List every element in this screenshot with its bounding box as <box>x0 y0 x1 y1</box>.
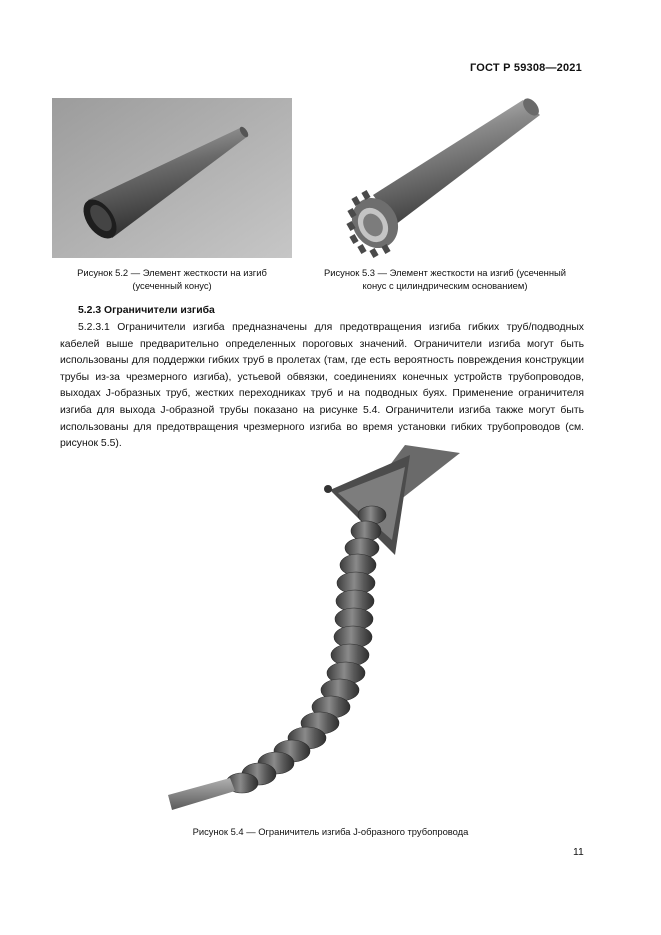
caption-line: Рисунок 5.2 — Элемент жесткости на изгиб <box>77 267 267 278</box>
figure-5-4-image <box>160 445 480 820</box>
caption-line: (усеченный конус) <box>132 280 212 291</box>
page-number: 11 <box>573 847 584 858</box>
figure-5-2-caption <box>52 266 292 292</box>
caption-line: конус с цилиндрическим основанием) <box>362 280 528 291</box>
figure-5-3-caption <box>310 266 580 292</box>
figure-5-4-caption: Рисунок 5.4 — Ограничитель изгиба J-образного трубопровода <box>192 826 469 837</box>
figure-5-2-image <box>52 98 292 258</box>
standard-number: ГОСТ Р 59308—2021 <box>470 62 582 74</box>
figure-5-3-image <box>335 95 565 260</box>
section-paragraph: 5.2.3.1 Ограничители изгиба предназначены для предотвращения изгиба гибких труб/подводных кабелей выше предварительно определенных пороговых значений. Ограничители изгиба могут быть использованы для поддержки гибких труб в пролетах (там, где есть вероятность повреждения конструкции трубы из-за чрезмерного изгиба), устьевой обвязки, соединениях конечных устройств трубопроводов, выходах J-образных труб, жестких переходниках труб и на подводных буях. Применение ограничителя изгиба для выхода J-образной трубы показано на рисунке 5.4. Ограничители изгиба также могут быть использованы для предотвращения чрезмерного изгиба во время установки гибких трубопроводов (см. рисунок 5.5). <box>60 322 584 450</box>
caption-line: Рисунок 5.3 — Элемент жесткости на изгиб (усеченный <box>323 267 567 278</box>
section-heading: 5.2.3 Ограничители изгиба <box>78 305 215 316</box>
